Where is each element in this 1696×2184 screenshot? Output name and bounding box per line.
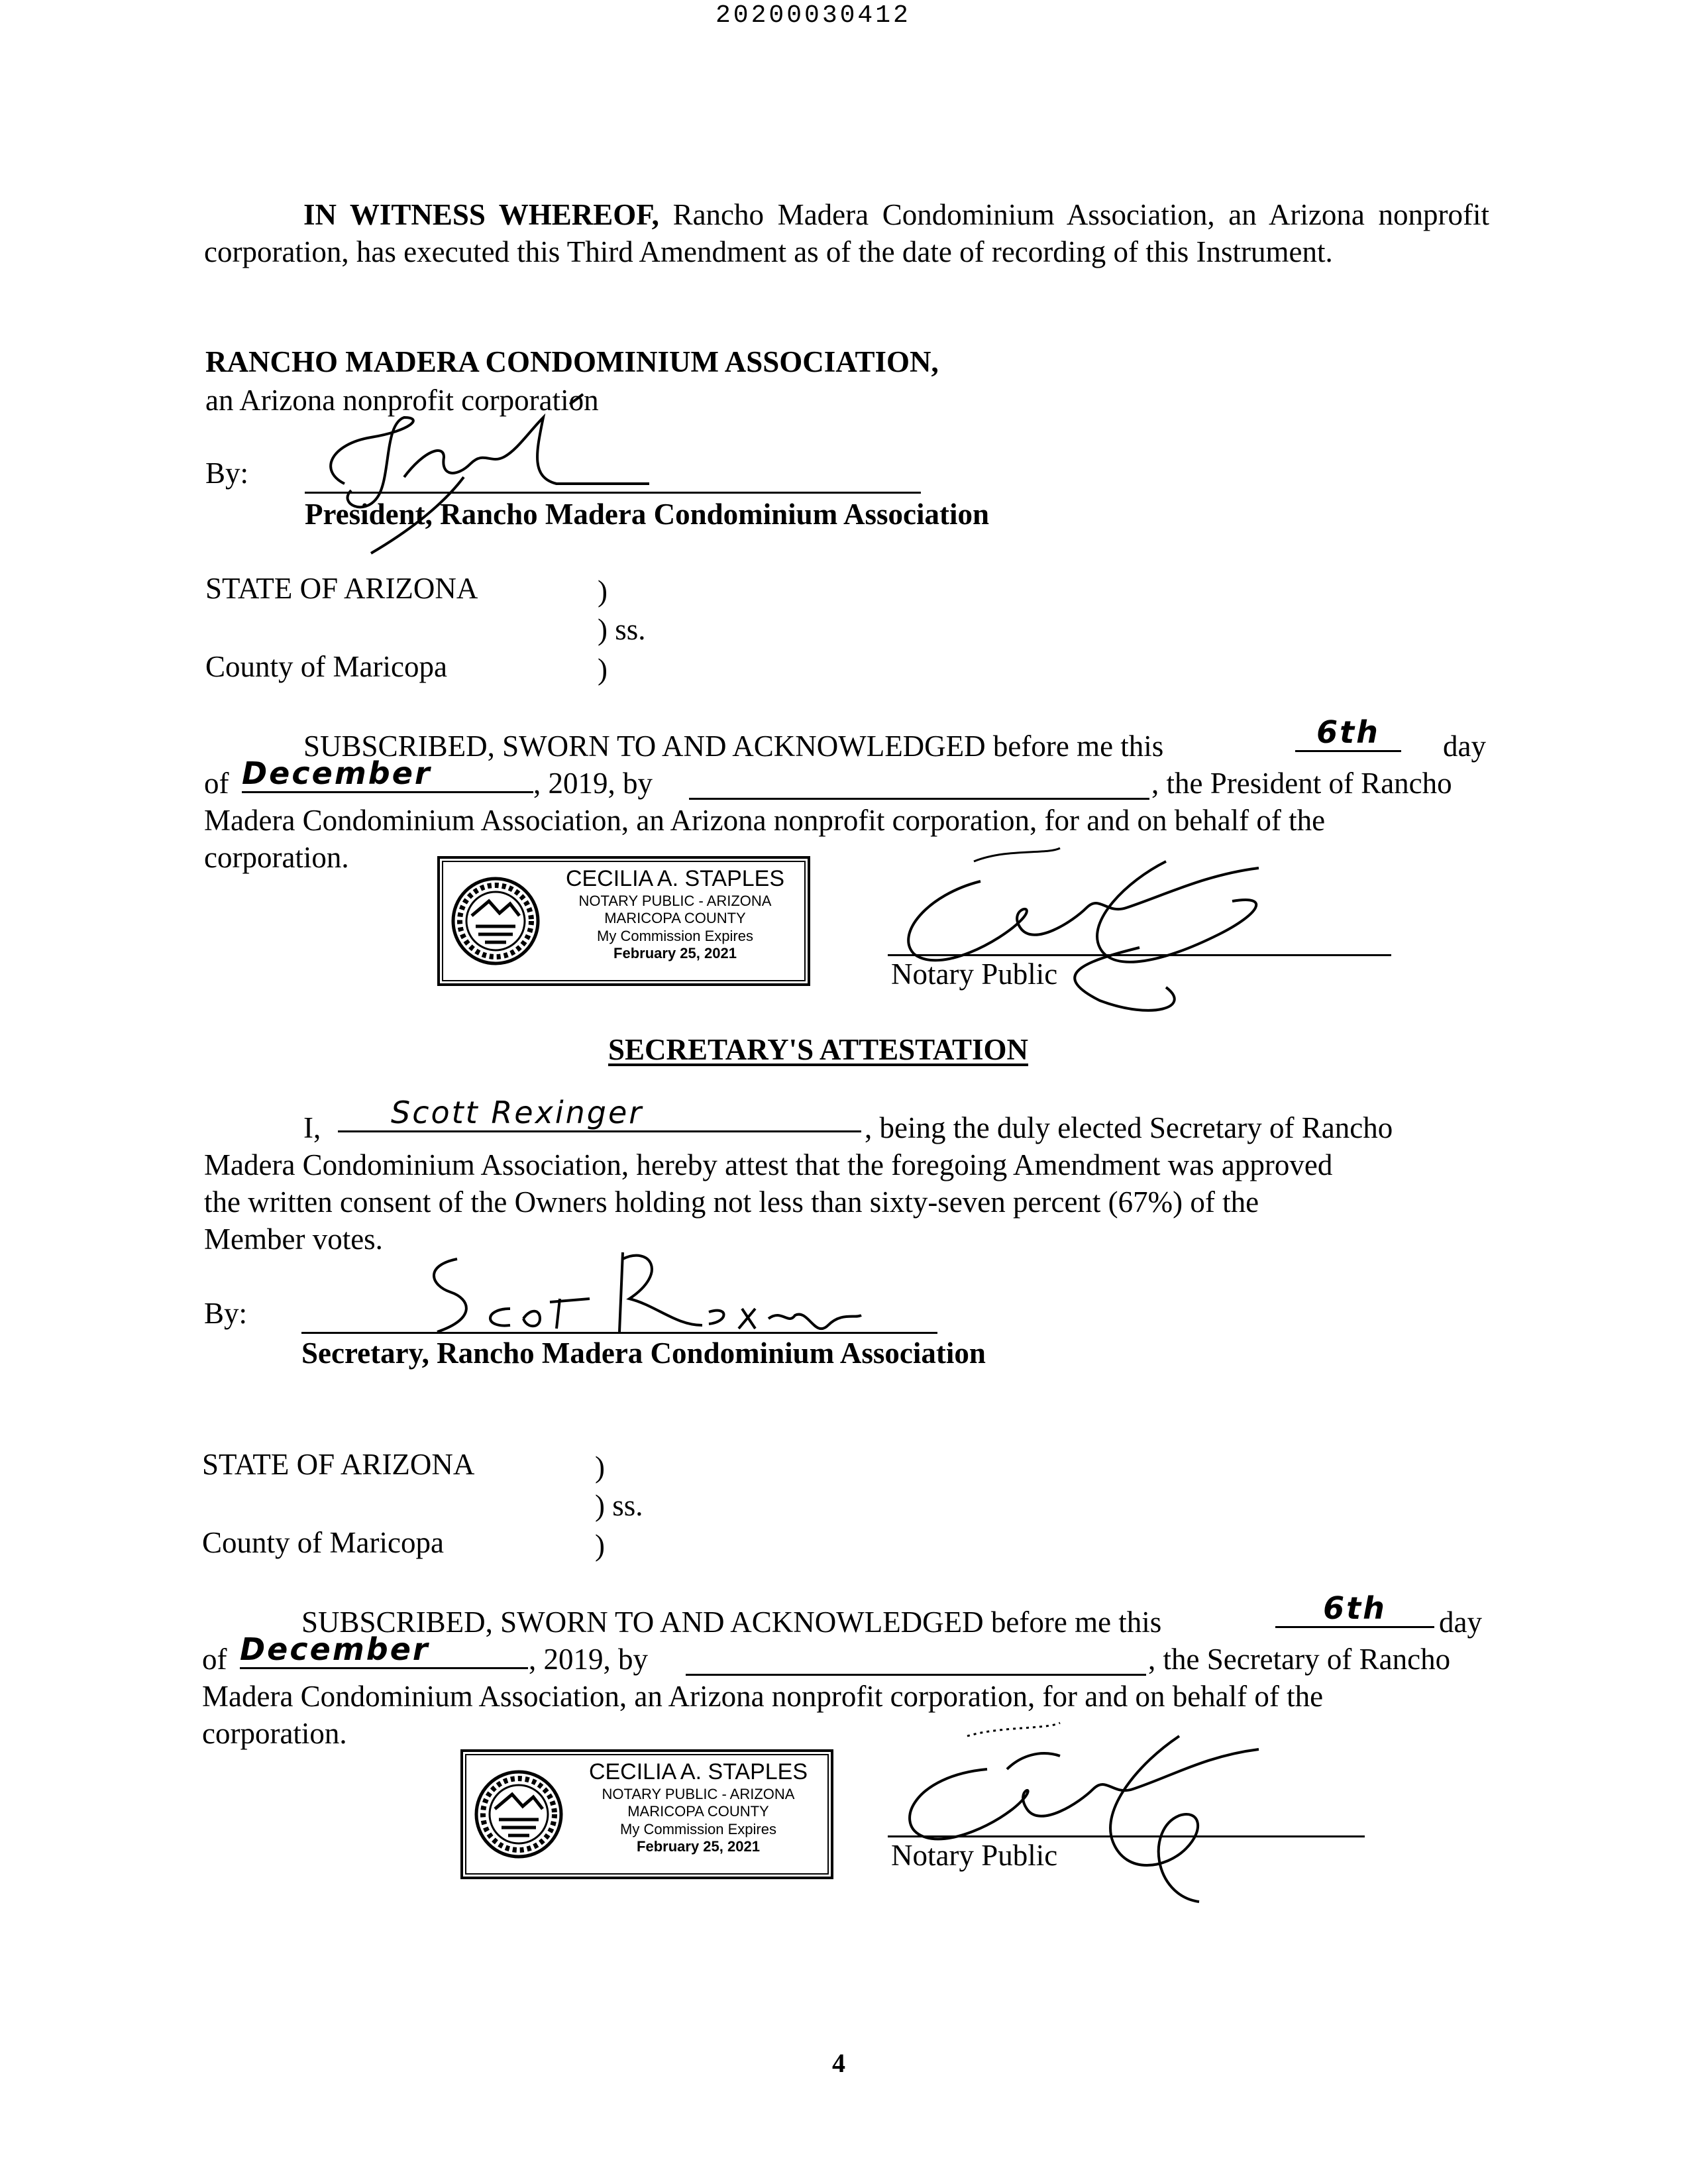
ack2-line3: Madera Condominium Association, an Arizona nonprofit corporation, for and on behalf of the [202, 1680, 1324, 1713]
secretary-by-label: By: [204, 1297, 248, 1330]
stamp2-line3: My Commission Expires [620, 1820, 776, 1837]
stamp2-line1: NOTARY PUBLIC - ARIZONA [602, 1785, 795, 1802]
witness-paragraph [204, 196, 1489, 270]
president-title: President, Rancho Madera Condominium Association [305, 498, 989, 531]
attestation-heading: SECRETARY'S ATTESTATION [608, 1033, 1029, 1066]
ack1-day-word: day [1443, 730, 1486, 763]
venue2-paren-top: ) [595, 1450, 605, 1484]
ack1-day-handwritten: 6th [1295, 714, 1401, 752]
association-name: RANCHO MADERA CONDOMINIUM ASSOCIATION, [205, 345, 939, 378]
secretary-signature [398, 1246, 874, 1345]
venue-paren-bottom: ) [598, 653, 608, 686]
stamp-line3: My Commission Expires [597, 927, 753, 944]
venue2-paren-bottom: ) [595, 1529, 605, 1562]
venue2-state: STATE OF ARIZONA [202, 1448, 475, 1481]
notary1-label: Notary Public [891, 957, 1058, 991]
president-by-label: By: [205, 457, 249, 490]
state-seal-icon [472, 1768, 565, 1861]
ack1-month-handwritten: December [242, 755, 533, 793]
ack1-line3: Madera Condominium Association, an Arizona nonprofit corporation, for and on behalf of the [204, 804, 1326, 837]
ack2-line4: corporation. [202, 1717, 347, 1750]
association-type: an Arizona nonprofit corporation [205, 384, 599, 417]
venue-county: County of Maricopa [205, 650, 447, 683]
page-number: 4 [832, 2048, 845, 2078]
ack2-day-word: day [1439, 1606, 1482, 1639]
president-signature [292, 391, 689, 563]
ack2-year-by: , 2019, by [529, 1643, 648, 1676]
notary2-label: Notary Public [891, 1839, 1058, 1872]
ack2-role: , the Secretary of Rancho [1148, 1643, 1451, 1676]
ack2-of: of [202, 1643, 227, 1676]
attestation-line3: the written consent of the Owners holding not less than sixty-seven percent (67%) of the [204, 1185, 1259, 1219]
ack1-line4: corporation. [204, 841, 349, 874]
venue2-ss: ) ss. [595, 1489, 643, 1522]
ack1-line1: SUBSCRIBED, SWORN TO AND ACKNOWLEDGED before me this [303, 730, 1164, 763]
stamp2-line4: February 25, 2021 [637, 1837, 760, 1855]
attestation-line2: Madera Condominium Association, hereby attest that the foregoing Amendment was approved [204, 1148, 1333, 1181]
ack2-name-blank [686, 1674, 1146, 1676]
stamp-name: CECILIA A. STAPLES [565, 866, 785, 891]
ack2-month-handwritten: December [240, 1631, 528, 1669]
ack1-of: of [204, 767, 229, 800]
ack1-name-blank [689, 798, 1149, 800]
venue-paren-top: ) [598, 574, 608, 608]
notary2-signature [888, 1710, 1298, 1908]
attestation-i: I, [303, 1111, 321, 1144]
attestation-name-handwritten: Scott Rexinger [338, 1095, 861, 1132]
document-number: 20200030412 [716, 1, 911, 30]
venue-ss: ) ss. [598, 613, 646, 646]
ack1-year-by: , 2019, by [533, 767, 653, 800]
stamp2-name: CECILIA A. STAPLES [588, 1759, 808, 1784]
stamp-line2: MARICOPA COUNTY [604, 910, 746, 927]
ack2-day-handwritten: 6th [1275, 1590, 1434, 1628]
witness-body: Rancho Madera Condominium Association, an Arizona nonprofit corporation, has executed this Third Amendment as of the date of recording of this Instrument. [204, 198, 1489, 268]
notary-stamp [437, 856, 810, 986]
witness-lead: IN WITNESS WHEREOF, [303, 198, 659, 231]
ack1-role: , the President of Rancho [1151, 767, 1452, 800]
state-seal-icon [449, 875, 542, 967]
attestation-line1-rest: , being the duly elected Secretary of Rancho [865, 1111, 1393, 1144]
stamp-line1: NOTARY PUBLIC - ARIZONA [578, 892, 772, 909]
stamp-line4: February 25, 2021 [613, 944, 737, 961]
stamp2-line2: MARICOPA COUNTY [627, 1803, 769, 1820]
notary-stamp-2 [460, 1749, 833, 1879]
attestation-line4: Member votes. [204, 1223, 383, 1256]
venue-state: STATE OF ARIZONA [205, 572, 478, 605]
venue2-county: County of Maricopa [202, 1526, 444, 1559]
ack2-line1: SUBSCRIBED, SWORN TO AND ACKNOWLEDGED before me this [301, 1606, 1162, 1639]
secretary-title: Secretary, Rancho Madera Condominium Association [301, 1337, 986, 1370]
notary1-signature [888, 842, 1298, 1027]
